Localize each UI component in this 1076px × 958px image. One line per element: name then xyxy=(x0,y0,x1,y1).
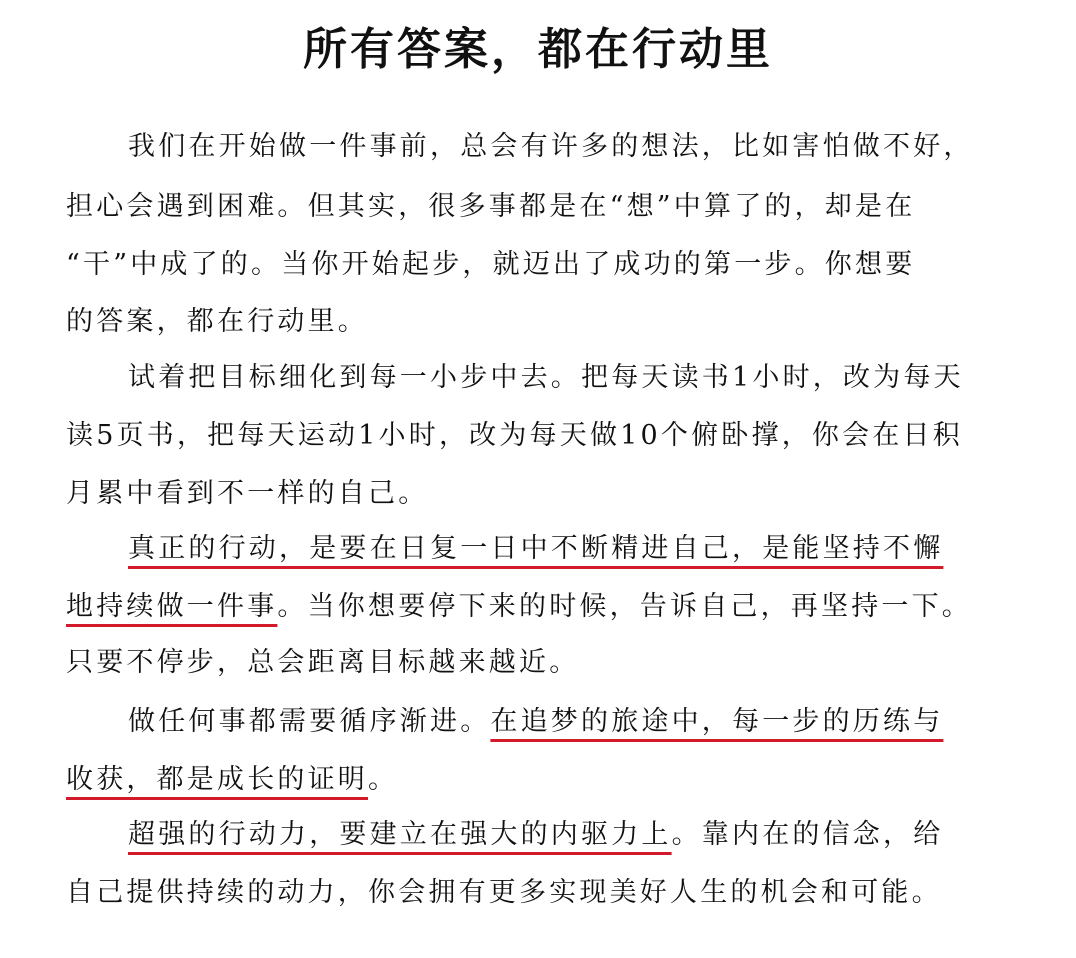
text-segment: 月累中看到不一样的自己。 xyxy=(66,478,429,509)
paragraph-line xyxy=(128,529,943,569)
paragraph-line xyxy=(128,815,943,855)
paragraph-line xyxy=(66,245,915,285)
text-segment: 试着把目标细化到每一小步中去。把每天读书1小时，改为每天 xyxy=(128,362,964,393)
paragraph-line xyxy=(66,873,942,913)
paragraph-line xyxy=(66,416,963,456)
text-segment: 。当你想要停下来的时候，告诉自己，再坚持一下。 xyxy=(277,591,973,622)
text-segment: 自己提供持续的动力，你会拥有更多实现美好人生的机会和可能。 xyxy=(66,877,942,908)
paragraph-line xyxy=(66,643,579,683)
underlined-text: 在追梦的旅途中，每一步的历练与 xyxy=(490,706,944,737)
paragraph-line xyxy=(66,474,428,514)
text-segment: 只要不停步，总会距离目标越来越近。 xyxy=(66,647,580,678)
text-segment: 的答案，都在行动里。 xyxy=(66,306,368,337)
text-segment: 。靠内在的信念，给 xyxy=(671,819,944,850)
paragraph-line xyxy=(66,187,915,227)
paragraph-line xyxy=(128,702,943,742)
underlined-text: 收获，都是成长的证明 xyxy=(66,764,368,795)
underlined-text: 地持续做一件事 xyxy=(66,591,278,622)
paragraph-line xyxy=(128,358,964,398)
underlined-text: 真正的行动，是要在日复一日中不断精进自己，是能坚持不懈 xyxy=(128,533,944,564)
text-segment: “干”中成了的。当你开始起步，就迈出了成功的第一步。你想要 xyxy=(66,249,916,280)
text-segment: 担心会遇到困难。但其实，很多事都是在“想”中算了的，却是在 xyxy=(66,191,916,222)
text-segment: 。 xyxy=(368,764,399,795)
text-segment: 读5页书，把每天运动1小时，改为每天做10个俯卧撑，你会在日积 xyxy=(66,420,963,451)
underlined-text: 超强的行动力，要建立在强大的内驱力上 xyxy=(128,819,672,850)
paragraph-line xyxy=(128,127,974,167)
paragraph-line xyxy=(66,302,368,342)
text-segment: 我们在开始做一件事前，总会有许多的想法，比如害怕做不好， xyxy=(128,131,974,162)
paragraph-line xyxy=(66,760,398,800)
article-title: 所有答案，都在行动里 xyxy=(303,24,773,75)
text-segment: 做任何事都需要循序渐进。 xyxy=(128,706,491,737)
paragraph-line xyxy=(66,587,972,627)
